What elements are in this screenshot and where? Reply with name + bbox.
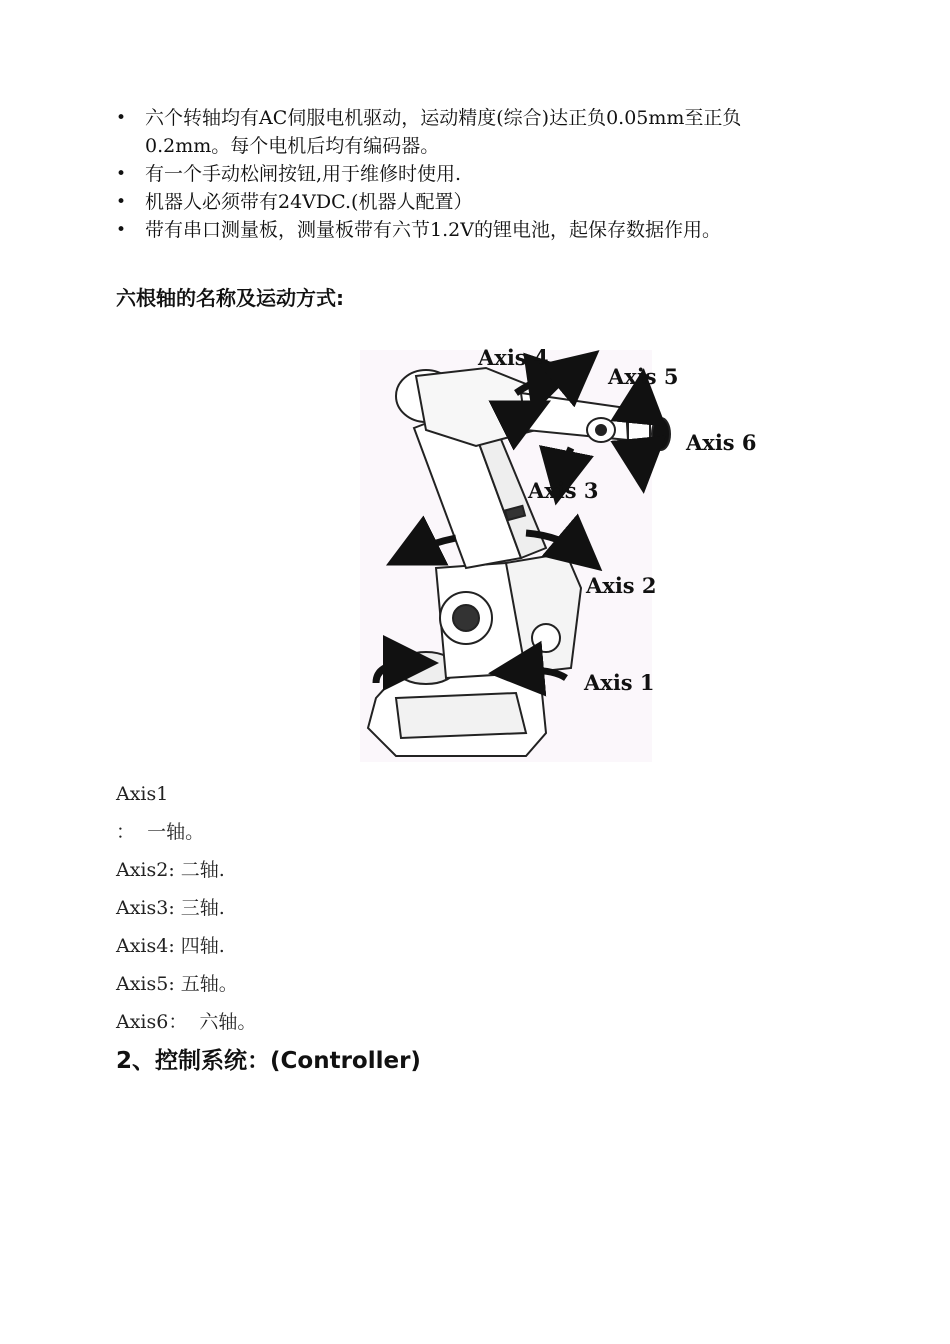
controller-section-heading: 2、控制系统：(Controller) (116, 1048, 421, 1074)
robot-lower-arm (436, 553, 581, 678)
bullet-text: 机器人必须带有24VDC.(机器人配置） (145, 191, 473, 213)
bullet-text-line1: 六个转轴均有AC伺服电机驱动，运动精度(综合)达正负0.05mm至正负 (145, 107, 742, 129)
bullet-icon: • (116, 164, 127, 184)
axis6-label: Axis 6 (686, 430, 757, 455)
axis-name-list (116, 775, 256, 1041)
bullet-text: 带有串口测量板，测量板带有六节1.2V的锂电池，起保存数据作用。 (145, 219, 721, 241)
axis-line: Axis1 (116, 783, 169, 805)
bullet-icon: • (116, 220, 127, 240)
bullet-icon: • (116, 108, 127, 128)
axis-line: ： 一轴。 (116, 821, 205, 843)
bullet-item (116, 160, 876, 188)
axis3-label: Axis 3 (528, 478, 599, 503)
bullet-icon: • (116, 192, 127, 212)
robot-arm-illustration (356, 338, 776, 766)
feature-bullet-list (116, 104, 876, 244)
bullet-item (116, 216, 876, 244)
bullet-item (116, 188, 876, 216)
bullet-text-line2: 0.2mm。每个电机后均有编码器。 (145, 135, 440, 157)
bullet-item (116, 104, 876, 160)
axis4-label: Axis 4 (478, 345, 549, 370)
axis-line: Axis5: 五轴。 (116, 973, 238, 995)
axis-line: Axis6： 六轴。 (116, 1011, 257, 1033)
axis5-label: Axis 5 (608, 364, 679, 389)
axis2-label: Axis 2 (586, 573, 657, 598)
robot-axes-figure (356, 338, 776, 766)
axis5-arrow-top (639, 396, 641, 416)
axis1-label: Axis 1 (584, 670, 655, 695)
axis-line: Axis4: 四轴. (116, 935, 225, 957)
section-title: 六根轴的名称及运动方式: (116, 286, 344, 310)
axis5-arrow-bottom (639, 446, 641, 466)
axis-line: Axis2: 二轴. (116, 859, 225, 881)
bullet-text: 有一个手动松闸按钮,用于维修时使用. (145, 163, 462, 185)
axis-line: Axis3: 三轴. (116, 897, 225, 919)
